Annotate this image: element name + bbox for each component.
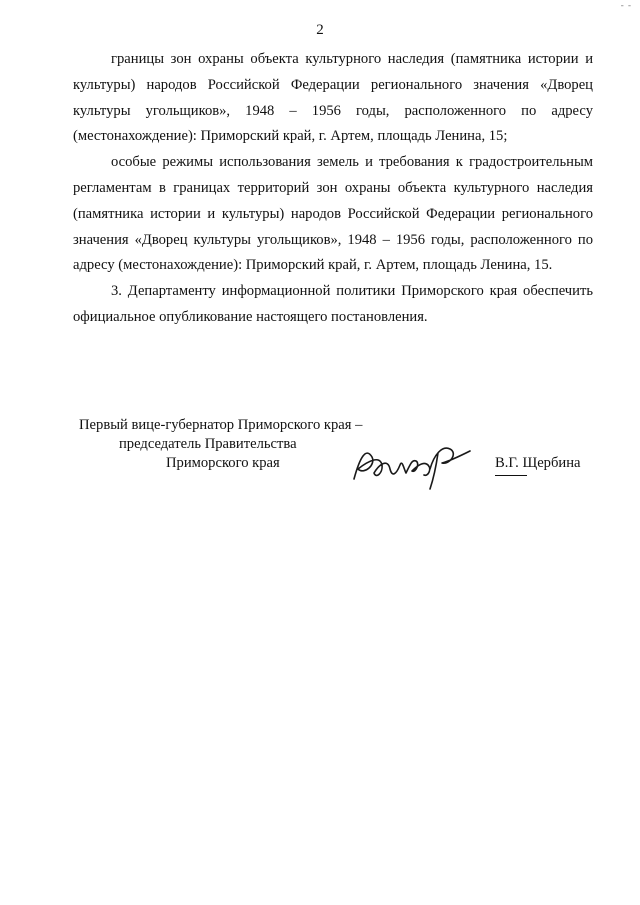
signer-title-line-2: председатель Правительства	[119, 436, 297, 452]
signer-name-underline	[495, 475, 527, 476]
signer-name: В.Г. Щербина	[495, 455, 581, 471]
corner-mark: - -	[620, 0, 632, 10]
handwritten-signature	[350, 439, 482, 491]
signer-title-line-1: Первый вице-губернатор Приморского края –	[79, 417, 363, 433]
page-number: 2	[316, 22, 324, 38]
signer-title-line-3: Приморского края	[166, 455, 280, 471]
paragraph-land-use-regimes: особые режимы использования земель и требования к градостроительным регламентам в границах территорий зон охраны объекта культурного наследия (памятника истории и культуры) народов Российской Федерации регионального значения «Дворец культуры угольщиков», 1948 – 1956 годы, расположенного по адресу (местонахождение): Приморский край, г. Артем, площадь Ленина, 15.	[73, 154, 593, 274]
document-body	[73, 47, 593, 331]
paragraph-publication-order: 3. Департаменту информационной политики Приморского края обеспечить официальное опубликование настоящего постановления.	[73, 283, 593, 325]
signature-block	[0, 417, 640, 497]
paragraph-protection-zone-boundaries: границы зон охраны объекта культурного наследия (памятника истории и культуры) народов Российской Федерации регионального значения «Дворец культуры угольщиков», 1948 – 1956 годы, расположенного по адресу (местонахождение): Приморский край, г. Артем, площадь Ленина, 15;	[73, 51, 593, 145]
